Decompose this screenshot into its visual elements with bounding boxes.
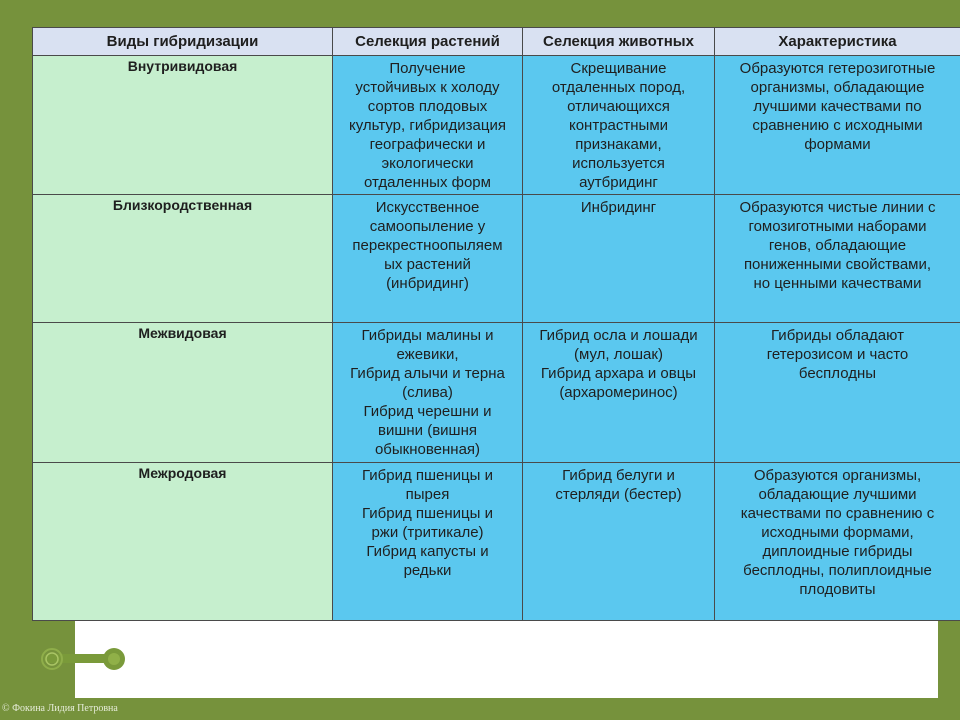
cell-line: обыкновенная) [374, 441, 481, 458]
header-animal-selection: Селекция животных [523, 28, 715, 56]
cell-line: Получение [389, 60, 466, 77]
cell-line: бесплодны, полиплоидные [743, 562, 932, 579]
type-cell: Внутривидовая [33, 56, 333, 195]
cell-line: организмы, обладающие [750, 79, 925, 96]
type-cell: Межродовая [33, 463, 333, 621]
cell-line: (мул, лошак) [574, 346, 663, 363]
cell-line: вишни (вишня [378, 422, 477, 439]
characteristic-cell [715, 56, 960, 195]
cell-line: отдаленных пород, [551, 79, 686, 96]
cell-line: пырея [405, 486, 450, 503]
cell-line: генов, обладающие [768, 237, 907, 254]
animals-cell [523, 195, 715, 323]
cell-line: плодовиты [799, 581, 876, 598]
cell-line: Гибрид архара и овцы [540, 365, 697, 382]
cell-line: Гибриды малины и [361, 327, 494, 344]
header-plant-selection: Селекция растений [333, 28, 523, 56]
cell-line: географически и [369, 136, 486, 153]
cell-line: культур, гибридизация [349, 117, 506, 134]
cell-line: редьки [403, 562, 452, 579]
cell-line: лучшими качествами по [753, 98, 922, 115]
cell-line: отдаленных форм [364, 174, 491, 191]
type-cell: Межвидовая [33, 323, 333, 463]
cell-line: Образуются гетерозиготные [739, 60, 936, 77]
animals-cell [523, 56, 715, 195]
animals-cell [523, 463, 715, 621]
cell-line: пониженными свойствами, [743, 256, 932, 273]
cell-line: экологически [381, 155, 474, 172]
plants-cell [333, 195, 523, 323]
cell-line: Гибрид черешни и [363, 403, 492, 420]
table-row [33, 195, 960, 323]
characteristic-cell [715, 463, 960, 621]
cell-line: но ценными качествами [753, 275, 922, 292]
cell-line: используется [572, 155, 665, 172]
cell-line: отличающихся [567, 98, 670, 115]
cell-line: обладающие лучшими [758, 486, 917, 503]
animals-cell [523, 323, 715, 463]
characteristic-cell [715, 323, 960, 463]
cell-line: Скрещивание [570, 60, 667, 77]
table-row [33, 463, 960, 621]
cell-line: Гибриды обладают [771, 327, 904, 344]
cell-line: Гибрид капусты и [366, 543, 489, 560]
cell-line: Гибрид белуги и [562, 467, 675, 484]
hybridization-table [32, 27, 960, 621]
cell-line: сортов плодовых [367, 98, 488, 115]
cell-line: сравнению с исходными [752, 117, 923, 134]
white-panel [75, 620, 938, 698]
cell-line: бесплодны [798, 365, 877, 382]
cell-line: (архаромеринос) [559, 384, 678, 401]
cell-line: перекрестноопыляем [352, 237, 503, 254]
header-row [33, 28, 960, 56]
cell-line: Образуются чистые линии с [739, 199, 936, 216]
cell-line: (инбридинг) [386, 275, 469, 292]
cell-line: Инбридинг [580, 199, 657, 216]
header-types: Виды гибридизации [33, 28, 333, 56]
cell-line: Гибрид осла и лошади [539, 327, 698, 344]
cell-line: гетерозисом и часто [766, 346, 909, 363]
plants-cell [333, 323, 523, 463]
cell-line: (слива) [402, 384, 453, 401]
cell-line: устойчивых к холоду [355, 79, 500, 96]
cell-line: Гибрид пшеницы и [362, 467, 493, 484]
cell-line: ржи (тритикале) [371, 524, 484, 541]
cell-line: признаками, [575, 136, 662, 153]
plants-cell [333, 463, 523, 621]
cell-line: ежевики, [396, 346, 459, 363]
table-row [33, 56, 960, 195]
cell-line: самоопыление у [369, 218, 486, 235]
cell-line: аутбридинг [579, 174, 658, 191]
cell-line: формами [804, 136, 871, 153]
cell-line: ых растений [384, 256, 471, 273]
cell-line: стерляди (бестер) [555, 486, 682, 503]
cell-line: Образуются организмы, [753, 467, 922, 484]
cell-line: качествами по сравнению с [740, 505, 935, 522]
cell-line: Искусственное [375, 199, 480, 216]
header-characteristic: Характеристика [715, 28, 960, 56]
cell-line: контрастными [568, 117, 669, 134]
characteristic-cell [715, 195, 960, 323]
table-row [33, 323, 960, 463]
cell-line: исходными формами, [761, 524, 914, 541]
cell-line: Гибрид алычи и терна [350, 365, 505, 382]
cell-line: Гибрид пшеницы и [362, 505, 493, 522]
cell-line: гомозиготными наборами [748, 218, 927, 235]
scroll-decoration [38, 645, 128, 673]
copyright-text: © Фокина Лидия Петровна [2, 703, 118, 714]
cell-line: диплоидные гибриды [762, 543, 913, 560]
plants-cell [333, 56, 523, 195]
type-cell: Близкородственная [33, 195, 333, 323]
